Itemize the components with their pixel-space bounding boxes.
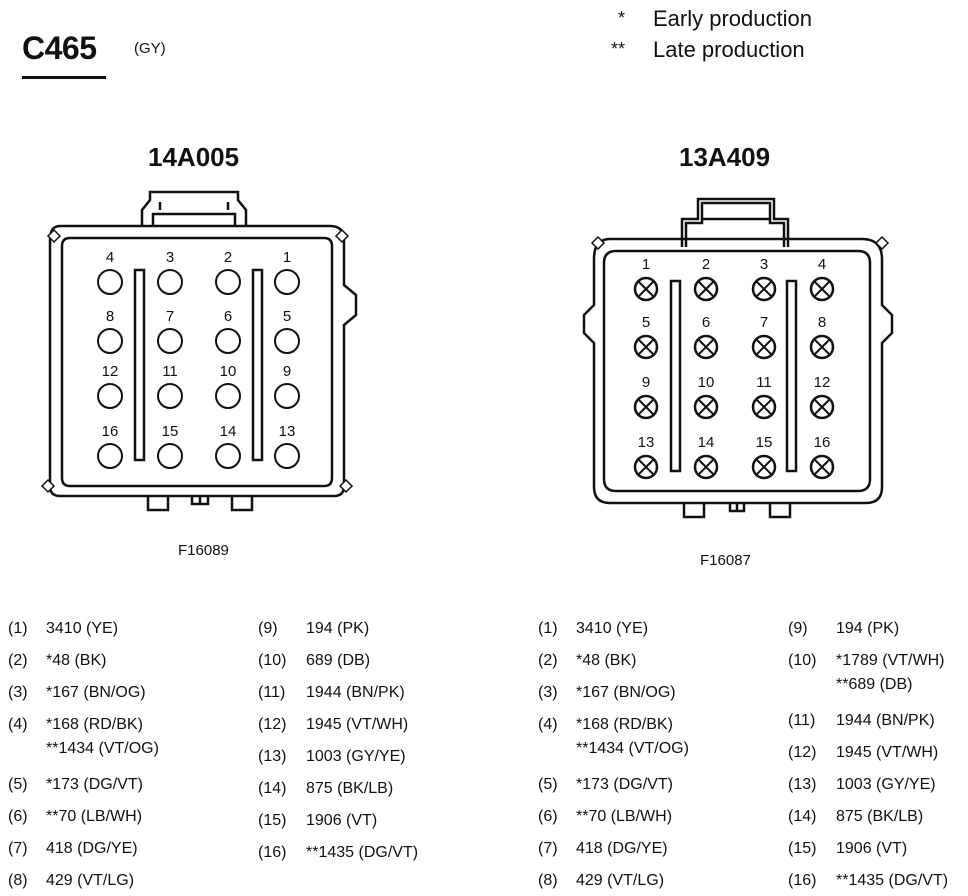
- pin-cavity: [98, 329, 122, 353]
- pin-label: 2: [223, 249, 233, 266]
- legend-symbol-late: **: [611, 39, 626, 59]
- right-connector-name: 13A409: [679, 142, 771, 172]
- pin-label: 15: [755, 434, 773, 451]
- pin-cavity: [275, 444, 299, 468]
- circuit-wire-value: *173 (DG/VT): [46, 776, 143, 793]
- pin-cavity: [158, 270, 182, 294]
- circuit-wire-value: 1003 (GY/YE): [836, 776, 936, 793]
- circuit-wire-value: **1435 (DG/VT): [836, 872, 949, 889]
- legend-text-late: Late production: [653, 37, 805, 62]
- pin-number: (5): [8, 776, 28, 793]
- pin-number: (3): [8, 684, 28, 701]
- left-connector-name: 14A005: [148, 142, 240, 172]
- pin-label: 1: [641, 256, 651, 273]
- pin-label: 8: [105, 308, 115, 325]
- left-connector-diagram: [40, 190, 370, 515]
- circuit-wire-value: 689 (DB): [306, 652, 371, 669]
- pin-number: (9): [788, 620, 808, 637]
- circuit-wire-value: **689 (DB): [836, 676, 913, 693]
- pin-number: (10): [788, 652, 817, 669]
- pin-label: 10: [219, 363, 237, 380]
- pin-number: (7): [538, 840, 558, 857]
- pin-label: 3: [759, 256, 769, 273]
- pin-number: (2): [538, 652, 558, 669]
- pin-label: 15: [161, 423, 179, 440]
- pin-cavity: [275, 270, 299, 294]
- circuit-wire-value: *168 (RD/BK): [46, 716, 143, 733]
- pin-label: 10: [697, 374, 715, 391]
- circuit-wire-value: **1435 (DG/VT): [306, 844, 419, 861]
- circuit-wire-value: 1944 (BN/PK): [306, 684, 405, 701]
- pin-label: 16: [813, 434, 831, 451]
- circuit-wire-value: 1945 (VT/WH): [306, 716, 409, 733]
- circuit-wire-value: *48 (BK): [46, 652, 107, 669]
- circuit-wire-value: 1906 (VT): [306, 812, 378, 829]
- pin-label: 12: [101, 363, 119, 380]
- circuit-wire-value: 1945 (VT/WH): [836, 744, 939, 761]
- circuit-wire-value: *48 (BK): [576, 652, 637, 669]
- pin-cavity: [216, 384, 240, 408]
- circuit-wire-value: 875 (BK/LB): [306, 780, 394, 797]
- pin-label: 1: [282, 249, 292, 266]
- circuit-wire-value: 194 (PK): [836, 620, 900, 637]
- pin-number: (13): [788, 776, 817, 793]
- pin-label: 14: [219, 423, 237, 440]
- pin-label: 14: [697, 434, 715, 451]
- pin-number: (4): [8, 716, 28, 733]
- circuit-wire-value: 3410 (YE): [46, 620, 119, 637]
- pin-label: 11: [162, 363, 178, 380]
- right-figure-id: F16087: [700, 552, 751, 569]
- circuit-wire-value: *168 (RD/BK): [576, 716, 673, 733]
- pin-label: 7: [759, 314, 769, 331]
- circuit-wire-value: 1906 (VT): [836, 840, 908, 857]
- pin-number: (2): [8, 652, 28, 669]
- circuit-wire-value: 1944 (BN/PK): [836, 712, 935, 729]
- pin-cavity: [216, 329, 240, 353]
- pin-number: (12): [258, 716, 287, 733]
- pin-number: (11): [788, 712, 816, 729]
- pin-label: 6: [701, 314, 711, 331]
- left-figure-id: F16089: [178, 542, 229, 559]
- pin-label: 9: [641, 374, 651, 391]
- circuit-wire-value: *167 (BN/OG): [576, 684, 676, 701]
- circuit-wire-value: *167 (BN/OG): [46, 684, 146, 701]
- pin-cavity: [216, 444, 240, 468]
- pin-number: (16): [258, 844, 287, 861]
- pin-number: (11): [258, 684, 286, 701]
- pin-number: (13): [258, 748, 287, 765]
- circuit-wire-value: 3410 (YE): [576, 620, 649, 637]
- legend-symbol-early: *: [618, 8, 626, 28]
- pin-cavity: [98, 270, 122, 294]
- pin-label: 7: [165, 308, 175, 325]
- pin-label: 9: [282, 363, 292, 380]
- pin-number: (4): [538, 716, 558, 733]
- circuit-wire-value: 418 (DG/YE): [576, 840, 668, 857]
- pin-label: 3: [165, 249, 175, 266]
- pin-label: 16: [101, 423, 119, 440]
- circuit-wire-value: *1789 (VT/WH): [836, 652, 945, 669]
- pin-label: 4: [105, 249, 115, 266]
- pin-number: (3): [538, 684, 558, 701]
- pin-number: (5): [538, 776, 558, 793]
- pin-cavity: [158, 444, 182, 468]
- circuit-wire-value: **1434 (VT/OG): [576, 740, 689, 757]
- circuit-wire-value: **70 (LB/WH): [46, 808, 143, 825]
- pin-label: 13: [637, 434, 655, 451]
- pin-cavity: [158, 329, 182, 353]
- pin-number: (6): [538, 808, 558, 825]
- circuit-wire-value: **70 (LB/WH): [576, 808, 673, 825]
- pin-number: (16): [788, 872, 817, 889]
- pin-label: 6: [223, 308, 233, 325]
- pin-number: (1): [8, 620, 28, 637]
- title-underline: [22, 76, 106, 79]
- pin-cavity: [158, 384, 182, 408]
- pin-number: (8): [538, 872, 558, 889]
- connector-color-code: (GY): [134, 40, 166, 57]
- pin-cavity: [98, 384, 122, 408]
- pin-number: (6): [8, 808, 28, 825]
- pin-label: 2: [701, 256, 711, 273]
- pin-number: (1): [538, 620, 558, 637]
- pin-label: 12: [813, 374, 831, 391]
- pin-number: (9): [258, 620, 278, 637]
- left-pin-grid: [98, 249, 299, 468]
- legend-text-early: Early production: [653, 6, 812, 31]
- pin-number: (14): [788, 808, 817, 825]
- pin-cavity: [275, 384, 299, 408]
- pin-label: 5: [282, 308, 292, 325]
- pin-cavity: [98, 444, 122, 468]
- pin-number: (10): [258, 652, 287, 669]
- circuit-wire-value: *173 (DG/VT): [576, 776, 673, 793]
- pin-number: (15): [788, 840, 817, 857]
- pin-label: 11: [756, 374, 772, 391]
- right-connector-diagram: [578, 195, 898, 525]
- pin-cavity: [275, 329, 299, 353]
- pin-number: (7): [8, 840, 28, 857]
- circuit-wire-value: 1003 (GY/YE): [306, 748, 406, 765]
- circuit-wire-value: 429 (VT/LG): [576, 872, 665, 889]
- circuit-wire-value: **1434 (VT/OG): [46, 740, 159, 757]
- pin-label: 5: [641, 314, 651, 331]
- right-pin-grid: [635, 256, 833, 478]
- pin-cavity: [216, 270, 240, 294]
- pin-number: (14): [258, 780, 287, 797]
- pin-number: (15): [258, 812, 287, 829]
- circuit-wire-value: 875 (BK/LB): [836, 808, 924, 825]
- circuit-wire-value: 194 (PK): [306, 620, 370, 637]
- pin-label: 13: [278, 423, 296, 440]
- pin-label: 8: [817, 314, 827, 331]
- pin-number: (12): [788, 744, 817, 761]
- connector-id: C465: [22, 30, 97, 66]
- pin-label: 4: [817, 256, 827, 273]
- pin-number: (8): [8, 872, 28, 889]
- circuit-wire-value: 429 (VT/LG): [46, 872, 135, 889]
- circuit-wire-value: 418 (DG/YE): [46, 840, 138, 857]
